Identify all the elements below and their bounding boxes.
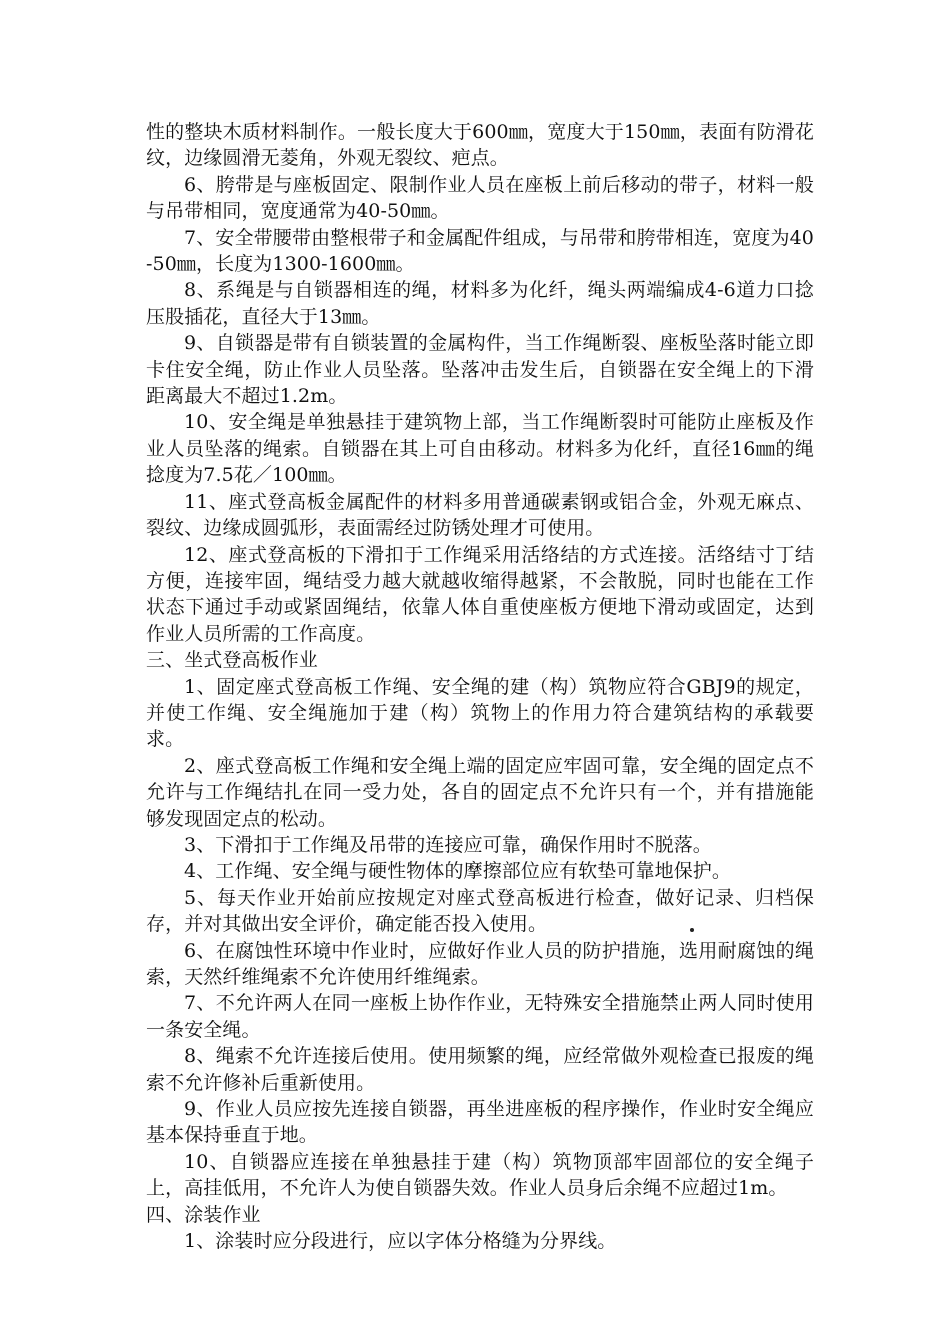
paragraph-item-6: 6、胯带是与座板固定、限制作业人员在座板上前后移动的带子，材料一般与吊带相同，宽度通常为40-50㎜。 [146, 173, 814, 223]
paragraph-item-9: 9、自锁器是带有自锁装置的金属构件，当工作绳断裂、座板坠落时能立即卡住安全绳，防止作业人员坠落。坠落冲击发生后，自锁器在安全绳上的下滑距离最大不超过1.2m。 [146, 332, 814, 408]
paragraph-s3-item-5: 5、每天作业开始前应按规定对座式登高板进行检查，做好记录、归档保存，并对其做出安全评价，确定能否投入使用。 [146, 886, 814, 936]
paragraph-s4-item-1: 1、涂装时应分段进行，应以字体分格缝为分界线。 [184, 1230, 617, 1253]
paragraph-item-12: 12、座式登高板的下滑扣于工作绳采用活络结的方式连接。活络结寸丁结方便，连接牢固，绳结受力越大就越收缩得越紧，不会散脱，同时也能在工作状态下通过手动或紧固绳结，依靠人体自重使座板方便地下滑动或固定，达到作业人员所需的工作高度。 [146, 543, 814, 645]
paragraph-s3-item-1: 1、固定座式登高板工作绳、安全绳的建（构）筑物应符合GBJ9的规定，并使工作绳、安全绳施加于建（构）筑物上的作用力符合建筑结构的承载要求。 [146, 675, 814, 751]
paragraph-s3-item-3: 3、下滑扣于工作绳及吊带的连接应可靠，确保作用时不脱落。 [184, 833, 712, 856]
paragraph-s3-item-7: 7、不允许两人在同一座板上协作作业，无特殊安全措施禁止两人同时使用一条安全绳。 [146, 992, 814, 1041]
paragraph-s3-item-6: 6、在腐蚀性环境中作业时，应做好作业人员的防护措施，选用耐腐蚀的绳索，天然纤维绳索不允许使用纤维绳索。 [146, 939, 814, 988]
section-heading-3: 三、坐式登高板作业 [146, 649, 318, 672]
paragraph-continued: 性的整块木质材料制作。一般长度大于600㎜，宽度大于150㎜，表面有防滑花纹，边缘圆滑无菱角，外观无裂纹、疤点。 [146, 121, 814, 170]
paragraph-s3-item-9: 9、作业人员应按先连接自锁器，再坐进座板的程序操作，作业时安全绳应基本保持垂直于地。 [146, 1098, 814, 1147]
stray-dot-mark [690, 928, 694, 932]
paragraph-s3-item-8: 8、绳索不允许连接后使用。使用频繁的绳，应经常做外观检查已报废的绳索不允许修补后重新使用。 [146, 1045, 814, 1094]
paragraph-item-11: 11、座式登高板金属配件的材料多用普通碳素钢或铝合金，外观无麻点、裂纹、边缘成圆弧形，表面需经过防锈处理才可使用。 [146, 490, 814, 540]
paragraph-item-10: 10、安全绳是单独悬挂于建筑物上部，当工作绳断裂时可能防止座板及作业人员坠落的绳索。自锁器在其上可自由移动。材料多为化纤，直径16㎜的绳捻度为7.5花／100㎜。 [146, 411, 814, 487]
paragraph-item-8: 8、系绳是与自锁器相连的绳，材料多为化纤，绳头两端编成4-6道力口捻压股插花，直径大于13㎜。 [146, 279, 814, 328]
paragraph-s3-item-10: 10、自锁器应连接在单独悬挂于建（构）筑物顶部牢固部位的安全绳子上，高挂低用，不允许人为使自锁器失效。作业人员身后余绳不应超过1m。 [146, 1150, 814, 1200]
paragraph-item-7: 7、安全带腰带由整根带子和金属配件组成，与吊带和胯带相连，宽度为40-50㎜，长度为1300-1600㎜。 [146, 226, 814, 276]
document-body [146, 119, 814, 1254]
paragraph-s3-item-2: 2、座式登高板工作绳和安全绳上端的固定应牢固可靠，安全绳的固定点不允许与工作绳结扎在同一受力处，各自的固定点不允许只有一个，并有措施能够发现固定点的松动。 [146, 754, 814, 830]
paragraph-s3-item-4: 4、工作绳、安全绳与硬性物体的摩擦部位应有软垫可靠地保护。 [184, 860, 731, 883]
section-heading-4: 四、涂装作业 [146, 1203, 261, 1226]
